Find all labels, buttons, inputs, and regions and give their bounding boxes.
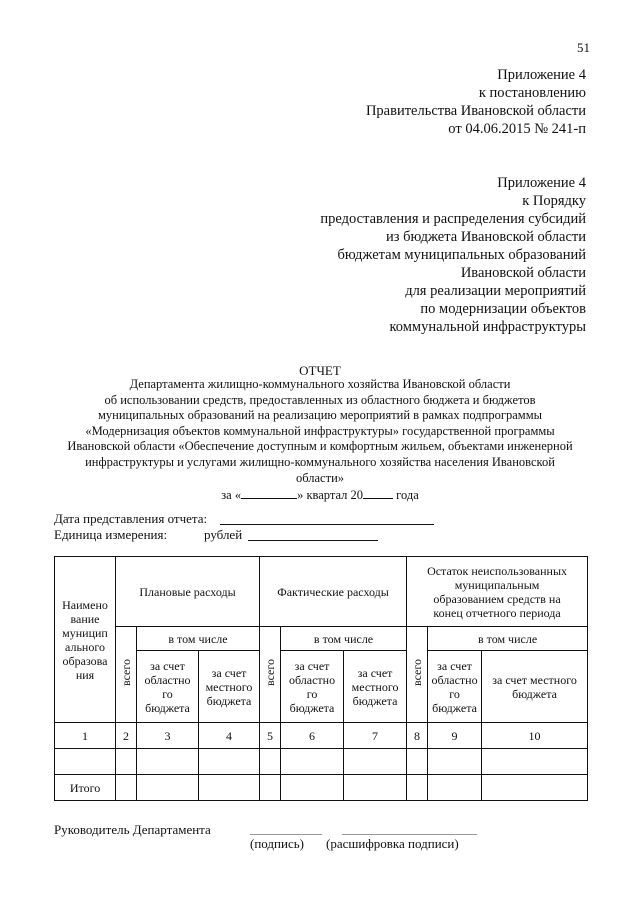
column-number: 7 — [344, 723, 407, 749]
decoding-caption: (расшифровка подписи) — [326, 836, 459, 851]
vertical-label: всего — [410, 659, 425, 687]
signature-field[interactable] — [250, 834, 322, 835]
head-of-department-label: Руководитель Департамента — [54, 822, 211, 837]
header-line: бюджета — [206, 693, 252, 708]
year-field[interactable] — [363, 498, 393, 499]
table-cell[interactable] — [281, 749, 344, 775]
header-line: за счет — [357, 665, 393, 680]
annex-line: Приложение 4 — [497, 175, 586, 191]
column-number: 1 — [55, 723, 116, 749]
table-cell[interactable] — [344, 775, 407, 801]
column-number: 9 — [428, 723, 482, 749]
annex-line: по модернизации объектов — [420, 301, 586, 317]
remaining-local-header: за счет местного бюджета — [482, 651, 588, 723]
column-number: 4 — [199, 723, 260, 749]
date-field[interactable] — [220, 524, 434, 525]
annex-line: для реализации мероприятий — [405, 283, 586, 299]
table-cell[interactable] — [199, 775, 260, 801]
table-cell[interactable] — [281, 775, 344, 801]
report-line: области» — [295, 470, 345, 485]
remaining-including-header: в том числе — [428, 627, 588, 651]
quarter-field[interactable] — [241, 498, 297, 499]
column-number: 8 — [407, 723, 428, 749]
table-cell[interactable] — [55, 749, 116, 775]
header-line: бюджета — [289, 700, 335, 715]
remaining-regional-header — [428, 651, 482, 723]
report-title: ОТЧЕТ — [299, 363, 341, 378]
signature-caption: (подпись) — [250, 836, 304, 851]
signature-decoding-field[interactable] — [342, 834, 477, 835]
report-period — [54, 488, 586, 504]
header-line: областно — [431, 672, 478, 687]
date-label: Дата представления отчета: — [54, 511, 208, 526]
table-cell[interactable] — [260, 749, 281, 775]
remaining-header — [407, 557, 588, 627]
municipality-header — [55, 557, 116, 723]
annex-line: Правительства Ивановской области — [365, 103, 586, 119]
annex-line: бюджетам муниципальных образований — [337, 247, 586, 263]
table-cell[interactable] — [260, 775, 281, 801]
table-cell[interactable] — [116, 775, 137, 801]
report-line: Департамента жилищно-коммунального хозяйства Ивановской области — [129, 377, 511, 391]
annex-line: Ивановской области — [460, 265, 586, 281]
header-line: бюджета — [432, 700, 477, 715]
annex-line: к Порядку — [522, 193, 586, 209]
period-prefix: за « — [221, 488, 242, 503]
annex-line: от 04.06.2015 № 241-п — [448, 121, 586, 137]
header-line: го — [306, 686, 318, 701]
column-number: 3 — [137, 723, 199, 749]
annex-line: Приложение 4 — [497, 67, 586, 83]
annex-to-procedure — [320, 174, 586, 336]
header-line: ального — [65, 639, 105, 654]
total-row-label: Итого — [55, 775, 116, 801]
header-line: го — [449, 686, 460, 701]
header-line: за счет — [211, 665, 247, 680]
report-line: инфраструктуры и услугами жилищно-коммунального хозяйства населения Ивановской — [85, 454, 555, 469]
header-line: местного — [351, 679, 399, 694]
annex-line: из бюджета Ивановской области — [386, 229, 586, 245]
planned-including-header: в том числе — [137, 627, 260, 651]
total-row — [55, 775, 588, 801]
table-cell[interactable] — [344, 749, 407, 775]
header-line: бюджета — [352, 693, 398, 708]
actual-including-header: в том числе — [281, 627, 407, 651]
header-line: за счет — [294, 658, 330, 673]
report-line: муниципальных образований на реализацию мероприятий в рамках подпрограммы — [97, 408, 542, 423]
report-table — [54, 556, 588, 801]
annex-line: коммунальной инфраструктуры — [389, 319, 586, 335]
planned-local-header — [199, 651, 260, 723]
table-cell[interactable] — [428, 775, 482, 801]
period-mid: » квартал 20 — [297, 488, 364, 503]
report-subtitle — [54, 377, 586, 504]
column-number: 6 — [281, 723, 344, 749]
column-number: 5 — [260, 723, 281, 749]
actual-total-header — [260, 627, 281, 723]
annex-line: к постановлению — [478, 85, 586, 101]
table-cell[interactable] — [137, 775, 199, 801]
planned-regional-header — [137, 651, 199, 723]
header-line: за счет — [437, 658, 472, 673]
table-cell[interactable] — [199, 749, 260, 775]
table-cell[interactable] — [482, 749, 588, 775]
actual-header: Фактические расходы — [260, 557, 407, 627]
table-cell[interactable] — [407, 749, 428, 775]
table-cell[interactable] — [482, 775, 588, 801]
unit-value: рублей — [204, 527, 243, 542]
annex-to-resolution — [366, 66, 586, 138]
header-line: образова — [62, 653, 108, 668]
page-number: 51 — [577, 40, 590, 55]
header-line: Остаток неиспользованных — [427, 563, 568, 578]
report-line: «Модернизация объектов коммунальной инфраструктуры» государственной программы — [85, 423, 555, 438]
table-cell[interactable] — [428, 749, 482, 775]
header-line: областно — [288, 672, 336, 687]
header-line: областно — [144, 672, 191, 687]
actual-local-header — [344, 651, 407, 723]
column-number: 10 — [482, 723, 588, 749]
vertical-label: всего — [119, 659, 133, 687]
header-line: муниципальным — [454, 577, 540, 592]
unit-field[interactable] — [248, 540, 378, 541]
header-line: бюджета — [145, 700, 190, 715]
annex-line: предоставления и распределения субсидий — [320, 211, 586, 227]
header-line: го — [162, 686, 173, 701]
header-line: муницип — [62, 625, 108, 640]
table-cell[interactable] — [137, 749, 199, 775]
header-line: Наимено — [62, 597, 108, 612]
vertical-label: всего — [263, 659, 278, 687]
period-suffix: года — [393, 488, 419, 503]
table-cell[interactable] — [407, 775, 428, 801]
planned-total-header — [116, 627, 137, 723]
header-line: ния — [75, 667, 95, 682]
column-number: 2 — [116, 723, 137, 749]
header-line: местного — [205, 679, 253, 694]
header-line: вание — [70, 611, 100, 626]
table-row — [55, 749, 588, 775]
report-line: Ивановской области «Обеспечение доступным и комфортным жильем, объектами инженерной — [67, 439, 573, 454]
remaining-total-header — [407, 627, 428, 723]
column-number-row — [55, 723, 588, 749]
header-line: конец отчетного периода — [433, 605, 561, 620]
planned-header: Плановые расходы — [116, 557, 260, 627]
table-cell[interactable] — [116, 749, 137, 775]
report-line: об использовании средств, предоставленных из областного бюджета и бюджетов — [104, 392, 536, 407]
actual-regional-header — [281, 651, 344, 723]
header-line: за счет — [150, 658, 185, 673]
unit-label: Единица измерения: — [54, 527, 168, 542]
header-line: образованием средств на — [433, 591, 561, 606]
